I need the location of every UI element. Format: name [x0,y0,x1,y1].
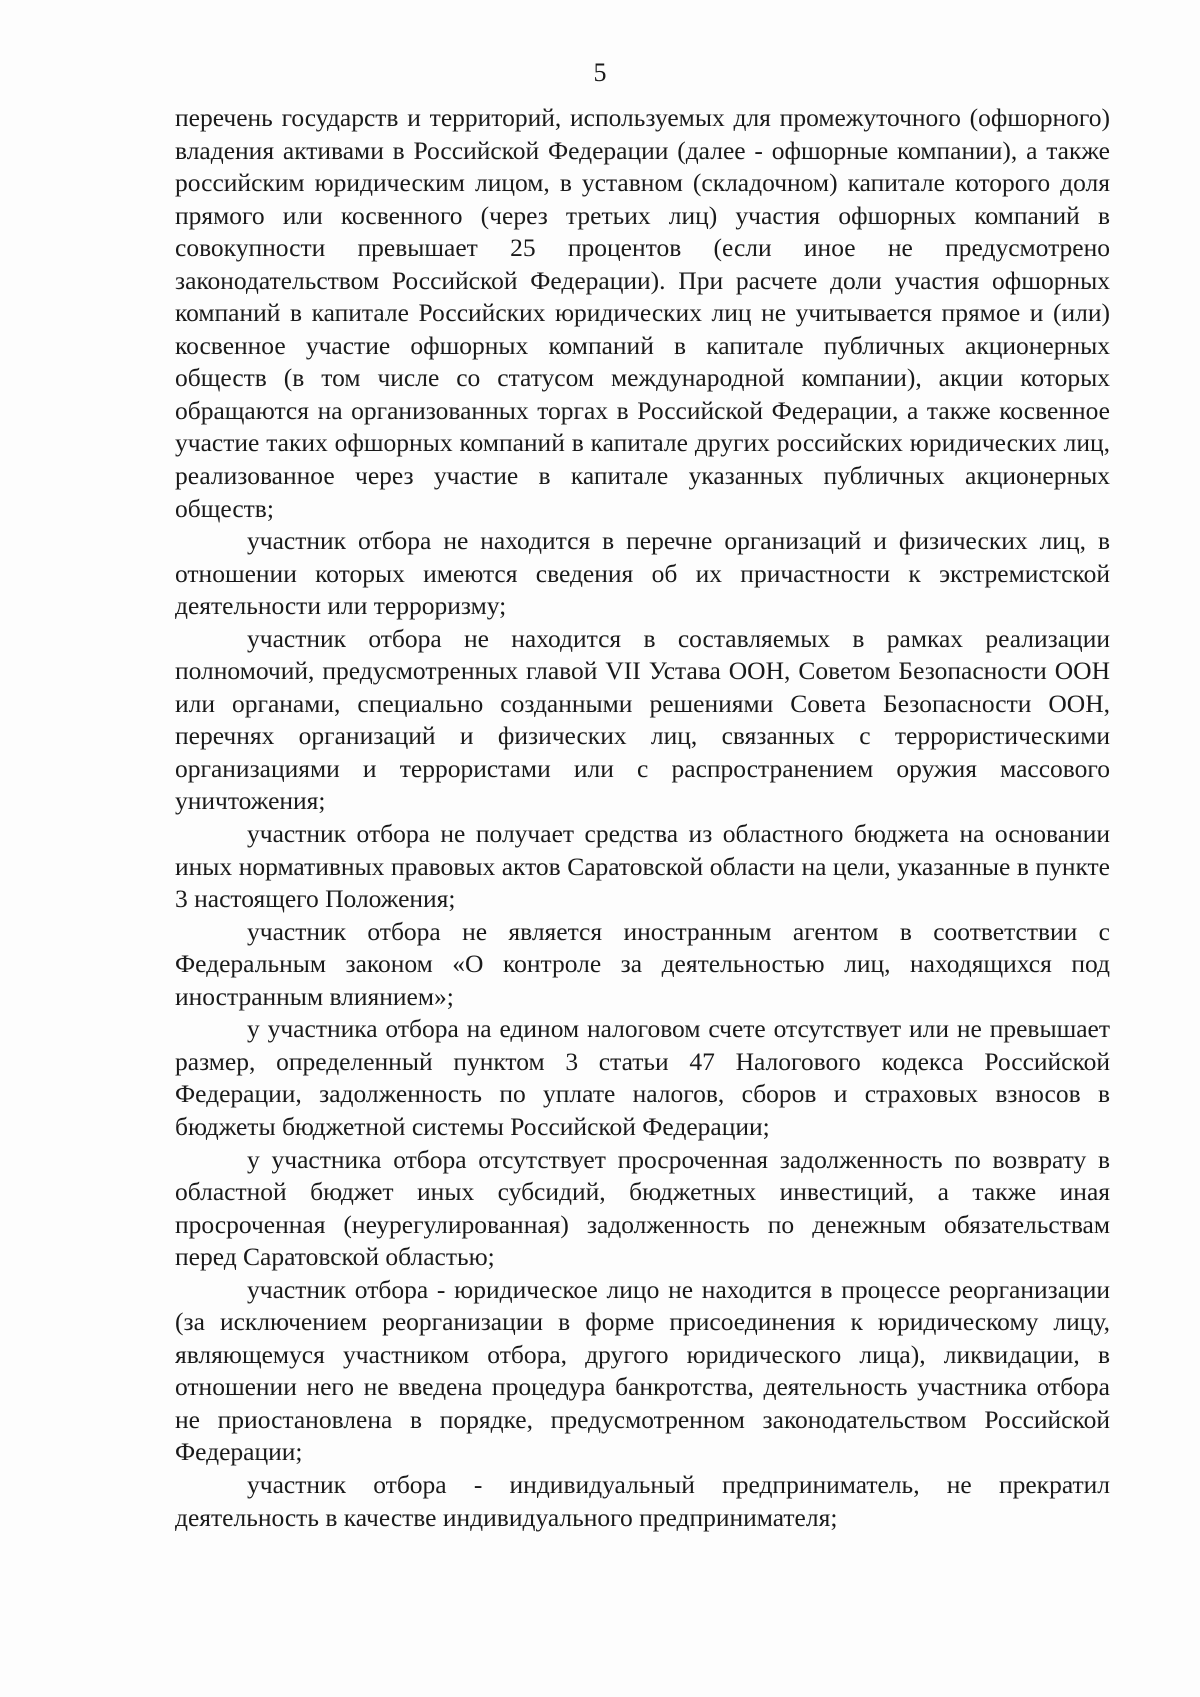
paragraph-overdue-debt: у участника отбора отсутствует просроченная задолженность по возврату в областной бюджет иных субсидий, бюджетных инвестиций, а также иная просроченная (неурегулированная) задолженность по денежным обязательствам перед Саратовской областью; [175,1144,1110,1272]
paragraph-regional-budget-funds: участник отбора не получает средства из областного бюджета на основании иных нормативных правовых актов Саратовской области на цели, указанные в пункте 3 настоящего Положения; [175,819,1110,914]
paragraph-tax-debt: у участника отбора на едином налоговом счете отсутствует или не превышает размер, определенный пунктом 3 статьи 47 Налогового кодекса Российской Федерации, задолженность по уплате налогов, сборов и страховых взносов в бюджеты бюджетной системы Российской Федерации; [175,1014,1110,1141]
paragraph-un-security-council-lists: участник отбора не находится в составляемых в рамках реализации полномочий, предусмотренных главой VII Устава ООН, Советом Безопасности ООН или органами, специально созданными решениями Совета Безопасности ООН, перечнях организаций и физических лиц, связанных с террористическими организациями и террористами или с распространением оружия массового уничтожения; [175,623,1110,816]
paragraph-offshore-companies: перечень государств и территорий, используемых для промежуточного (офшорного) владения активами в Российской Федерации (далее - офшорные компании), а также российским юридическим лицом, в уставном (складочном) капитале которого доля прямого или косвенного (через третьих лиц) участия офшорных компаний в совокупности превышает 25 процентов (если иное не предусмотрено законодательством Российской Федерации). При расчете доли участия офшорных компаний в капитале Российских юридических лиц не учитывается прямое и (или) косвенное участие офшорных компаний в капитале публичных акционерных обществ (в том числе со статусом международной компании), акции которых обращаются на организованных торгах в Российской Федерации, а также косвенное участие таких офшорных компаний в капитале других российских юридических лиц, реализованное через участие в капитале указанных публичных акционерных обществ; [175,103,1110,523]
document-body [175,102,1110,1534]
paragraph-foreign-agent: участник отбора не является иностранным агентом в соответствии с Федеральным законом «О контроле за деятельностью лиц, находящихся под иностранным влиянием»; [175,916,1110,1011]
paragraph-individual-entrepreneur: участник отбора - индивидуальный предприниматель, не прекратил деятельность в качестве индивидуального предпринимателя; [175,1469,1110,1532]
page-number: 5 [593,58,607,87]
paragraph-extremism-list: участник отбора не находится в перечне организаций и физических лиц, в отношении которых имеются сведения об их причастности к экстремистской деятельности или терроризму; [175,526,1110,621]
paragraph-legal-entity-status: участник отбора - юридическое лицо не находится в процессе реорганизации (за исключением реорганизации в форме присоединения к юридическому лицу, являющемуся участником отбора, другого юридического лица), ликвидации, в отношении него не введена процедура банкротства, деятельность участника отбора не приостановлена в порядке, предусмотренном законодательством Российской Федерации; [175,1274,1110,1467]
